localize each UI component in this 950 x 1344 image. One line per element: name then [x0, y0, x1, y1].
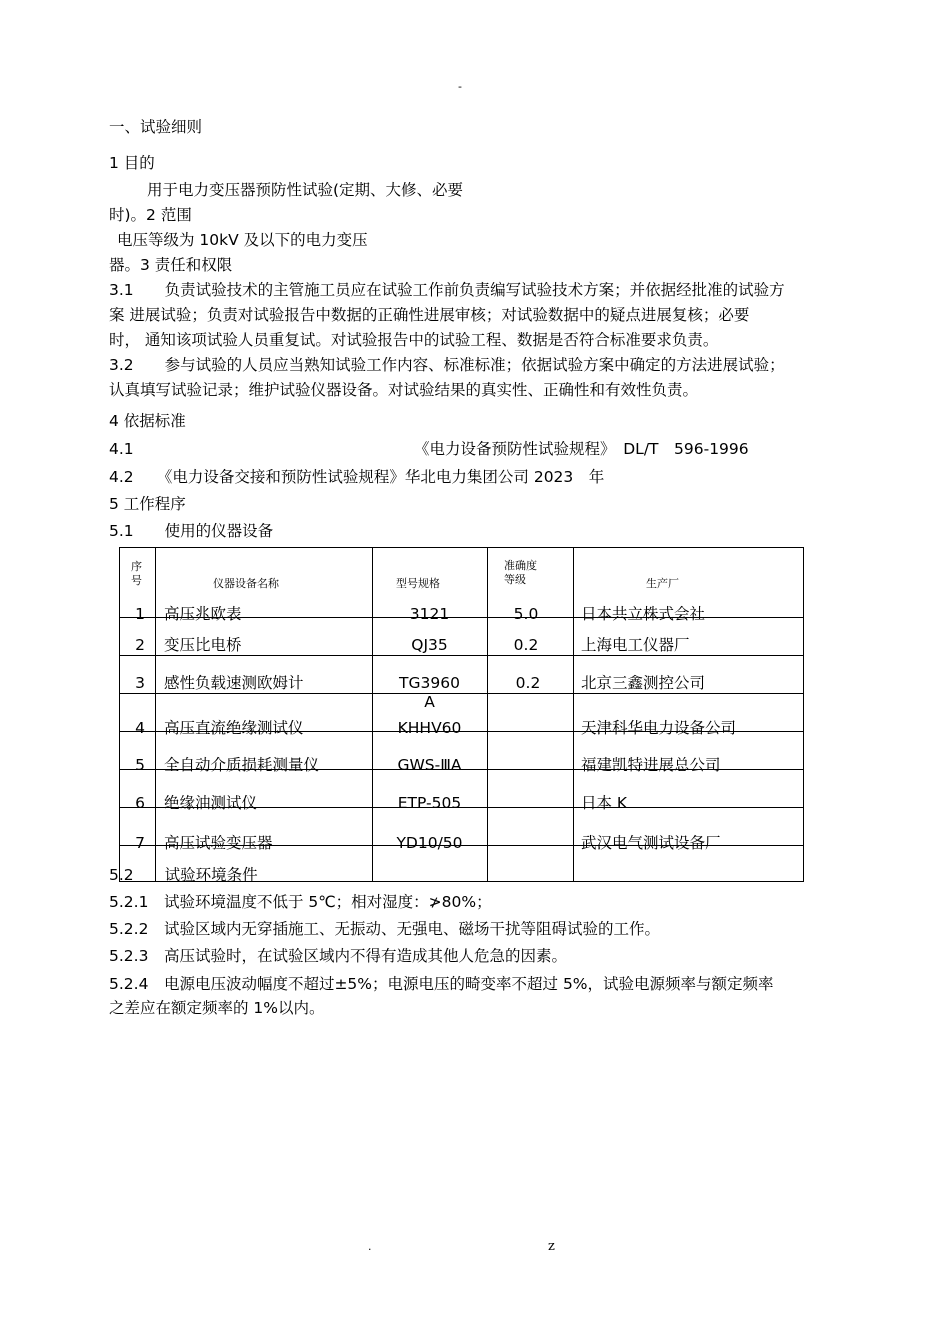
- row-7-name: 高压试验变压器: [164, 834, 273, 852]
- env-5-2-4-line-1: 5.2.4 电源电压波动幅度不超过±5%；电源电压的畸变率不超过 5%，试验电源频率与额定频率: [109, 975, 774, 993]
- resp-3-2-line-2: 认真填写试验记录；维护试验仪器设备。对试验结果的真实性、正确性和有效性负责。: [109, 381, 699, 399]
- scope-line-1: 电压等级为 10kV 及以下的电力变压: [117, 231, 368, 249]
- equipment-heading: 5.1 使用的仪器设备: [109, 522, 274, 540]
- row-1-name: 高压兆欧表: [164, 605, 242, 623]
- table-line: [119, 547, 120, 882]
- row-2-name: 变压比电桥: [164, 636, 242, 654]
- row-3-accuracy: 0.2: [515, 674, 541, 692]
- standard-4-1-number: 4.1: [109, 440, 134, 458]
- row-3-no: 3: [135, 674, 145, 692]
- row-1-accuracy: 5.0: [513, 605, 539, 623]
- row-5-name: 全自动介质损耗测量仪: [164, 756, 320, 774]
- purpose-line-1: 用于电力变压器预防性试验(定期、大修、必要: [147, 181, 464, 199]
- row-3-name: 感性负载速测欧姆计: [164, 674, 304, 692]
- env-5-2-3: 5.2.3 高压试验时，在试验区域内不得有造成其他人危急的因素。: [109, 947, 567, 965]
- header-accuracy-line-2: 等级: [504, 573, 526, 586]
- row-2-maker: 上海电工仪器厂: [581, 636, 690, 654]
- row-4-name: 高压直流绝缘测试仪: [164, 719, 304, 737]
- procedure-heading: 5 工作程序: [109, 495, 186, 513]
- header-no-line-1: 序: [131, 560, 142, 573]
- row-1-model: 3121: [409, 605, 450, 623]
- row-5-model: GWS-ⅢA: [397, 756, 462, 774]
- row-6-no: 6: [135, 794, 145, 812]
- table-line: [372, 547, 373, 882]
- row-2-accuracy: 0.2: [513, 636, 539, 654]
- env-5-2-1: 5.2.1 试验环境温度不低于 5℃；相对湿度：≯80%；: [109, 893, 492, 911]
- table-line: [573, 547, 574, 882]
- resp-3-1-line-1: 3.1 负责试验技术的主管施工员应在试验工作前负责编写试验技术方案；并依据经批准的试验方: [109, 281, 785, 299]
- row-4-model: KHHV60: [397, 719, 462, 737]
- table-line: [487, 547, 488, 882]
- row-3-maker: 北京三鑫测控公司: [581, 674, 706, 692]
- table-line: [119, 655, 803, 656]
- header-accuracy-line-1: 准确度: [504, 559, 537, 572]
- standard-4-1-text: 《电力设备预防性试验规程》 DL/T 596-1996: [414, 440, 749, 458]
- table-line: [119, 547, 803, 548]
- footer-left-mark: .: [368, 1240, 372, 1253]
- standards-heading: 4 依据标准: [109, 412, 186, 430]
- row-7-model: YD10/50: [396, 834, 463, 852]
- row-4-no: 4: [135, 719, 145, 737]
- resp-3-1-line-2: 案 进展试验；负责对试验报告中数据的正确性进展审核；对试验数据中的疑点进展复核；必要: [109, 306, 750, 324]
- row-1-no: 1: [135, 605, 145, 623]
- section-title: 一、试验细则: [109, 118, 203, 136]
- footer-right-mark: z: [548, 1239, 555, 1254]
- header-maker: 生产厂: [646, 577, 679, 590]
- row-1-maker: 日本共立株式会社: [581, 605, 706, 623]
- env-5-2-2: 5.2.2 试验区域内无穿插施工、无振动、无强电、磁场干扰等阻碍试验的工作。: [109, 920, 660, 938]
- scope-line-2: 器。3 责任和权限: [109, 256, 233, 274]
- purpose-heading: 1 目的: [109, 154, 155, 172]
- row-7-maker: 武汉电气测试设备厂: [581, 834, 721, 852]
- table-line: [803, 547, 804, 882]
- row-5-maker: 福建凯特进展总公司: [581, 756, 721, 774]
- header-name: 仪器设备名称: [213, 577, 279, 590]
- row-2-model: QJ35: [411, 636, 448, 654]
- row-2-no: 2: [135, 636, 145, 654]
- resp-3-2-line-1: 3.2 参与试验的人员应当熟知试验工作内容、标准标准；依据试验方案中确定的方法进展试验；: [109, 356, 785, 374]
- purpose-line-2: 时)。2 范围: [109, 206, 192, 224]
- row-3-model-extra: A: [424, 693, 435, 711]
- env-heading: 5.2 试验环境条件: [109, 866, 258, 884]
- row-6-model: ETP-505: [397, 794, 462, 812]
- row-4-maker: 天津科华电力设备公司: [581, 719, 737, 737]
- standard-4-2: 4.2 《电力设备交接和预防性试验规程》华北电力集团公司 2023 年: [109, 468, 605, 486]
- row-5-no: 5: [135, 756, 145, 774]
- env-5-2-4-line-2: 之差应在额定频率的 1%以内。: [109, 999, 325, 1017]
- header-no-line-2: 号: [131, 574, 142, 587]
- row-6-maker: 日本 K: [581, 794, 628, 812]
- header-mark: -: [458, 80, 462, 93]
- row-7-no: 7: [135, 834, 145, 852]
- table-line: [155, 547, 156, 882]
- row-3-model: TG3960: [399, 674, 460, 692]
- row-6-name: 绝缘油测试仪: [164, 794, 258, 812]
- header-model: 型号规格: [396, 577, 440, 590]
- resp-3-1-line-3: 时， 通知该项试验人员重复试。对试验报告中的试验工程、数据是否符合标准要求负责。: [109, 331, 719, 349]
